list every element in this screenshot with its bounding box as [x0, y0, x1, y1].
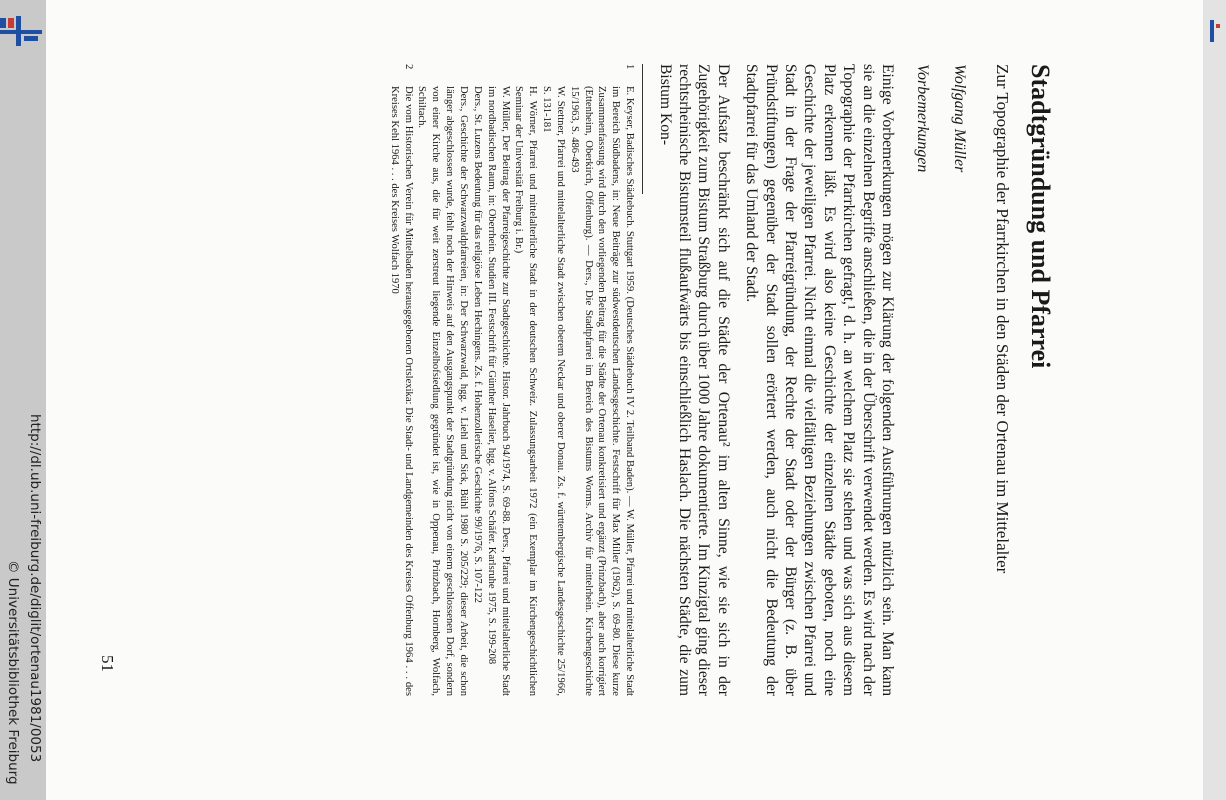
- body-paragraph: Der Aufsatz beschränkt sich auf die Städte der Ortenau² im alten Sinne, wie sie sich in der Zugehörigkeit zum Bistum Straßburg durch über 1000 Jahre dokumentierte. Im Kinzigtal ging dieser rechtsrheinische Bistumsteil flußaufwärts bis einschließlich Haslach. Die nächsten Städte, die zum Bistum Kon-: [656, 64, 732, 696]
- footnote-line: H. Wörner, Pfarrei und mittelalterliche Stadt in der deutschen Schweiz. Zulassungsarbeit 1972 (ein Exemplar im Kirchengeschichtlichen Seminar der Universität Freiburg i. Br.): [513, 86, 539, 696]
- article-subtitle: Zur Topographie der Pfarrkirchen in den Städen der Ortenau im Mittelalter: [993, 64, 1012, 574]
- document-url[interactable]: http://dl.ub.uni-freiburg.de/diglit/ortenau1981/0053: [27, 414, 43, 763]
- scanned-page: [46, 0, 1203, 800]
- author-name: Wolfgang Müller: [951, 64, 968, 173]
- page-number: 51: [98, 655, 117, 672]
- library-logo-small-icon: [1208, 14, 1222, 44]
- footnote-1: [415, 64, 637, 696]
- footnote-line: Ders., Geschichte der Schwarzwaldpfarreien, in: Der Schwarzwald, hgg. v. Liehl und Sick, Bühl 1980 S. 205/229; dieser Arbeit, die schon länger abgeschlossen wurde, fehlt noch der Hinweis auf den Ausgangspunkt der Stadtgründung nicht von einem geschlossenen Dorf, sondern von einer Kirche aus, die für weit zerstreut liegende Einzelhofsiedlung gegründet ist, wie in Oppenau, Prinzbach, Hornberg, Wolfach, Schiltach.: [416, 86, 469, 696]
- viewer-footer: [0, 0, 46, 800]
- section-heading: Vorbemerkungen: [914, 64, 931, 173]
- copyright-notice: © Universitätsbibliothek Freiburg: [5, 560, 21, 785]
- footnote-2: [387, 64, 415, 696]
- footnote-line: W. Müller, Der Beitrag der Pfarreigeschichte zur Stadtgeschichte. Histor. Jahrbuch 94/1974, S. 69-88. Ders., Pfarrei und mittelalterliche Stadt im nordbadischen Raum, in: Oberrhein. Studien III. Festschrift für Günther Haselier, hgg. v. Alfons Schäfer. Karlsruhe 1975, S. 199-208: [485, 86, 511, 696]
- footnote-line: W. Stettner, Pfarrei und mittelalterliche Stadt zwischen oberem Neckar und oberer Donau. Zs. f. württembergische Landesgeschichte 25/1966, S. 131-181: [541, 86, 566, 696]
- article-body: [387, 64, 1055, 696]
- footnote-number: 1: [624, 64, 636, 70]
- rotated-page-content: [46, 0, 1203, 780]
- footnote-line: E. Keyser, Badisches Städtebuch. Stuttgart 1959. (Deutsches Städtebuch IV 2. Teilband Baden). — W. Müller, Pfarrei und mittelalterliche Stadt im Bereich Südbadens, in: Neue Beiträge zur südwestdeutschen Landesgeschichte. Festschrift für Max Miller (1962), S. 69-80. Diese kurze Zusammenfassung wird durch den vorliegenden Beitrag für die Städte der Ortenau konkretisiert und ergänzt (Prinzbach), aber auch korrigiert (Ettenheim, Oberkirch, Offenburg). — Ders., Die Stadtpfarrei im Bereich des Bistums Worms. Archiv für mittelrhein. Kirchengeschichte 15/1963, S. 486-493: [568, 86, 636, 696]
- footnote-line: Ders., St. Luzens Bedeutung für das religiöse Leben Hechingens. Zs. f. Hohenzollerische Geschichte 99/1976, S. 107-122: [471, 86, 483, 603]
- body-paragraph: Einige Vorbemerkungen mögen zur Klärung der folgenden Ausführungen nützlich sein. Man kann sie an die einzelnen Begriffe anschließen, die in der Überschrift verwendet werden. Es wird nach der Topographie der Pfarrkirchen gefragt,¹ d. h. an welchem Platz sie stehen und was sich aus diesem Platz erkennen läßt. Es wird also keine Geschichte der einzelnen Städte geboten, noch eine Geschichte der jeweiligen Pfarrei. Nicht einmal die vielfältigen Beziehungen zwischen Pfarrei und Stadt in der Frage der Pfarreigründung, der Rechte der Stadt oder der Bürger (z. B. über Pründstiftungen) gegenüber der Stadt sollen erörtert werden, auch nicht die Bedeutung der Stadtpfarrei für das Umland der Stadt.: [743, 64, 896, 696]
- footnote-line: Die vom Historischen Verein für Mittelbaden herausgegebenen Ortslexika: Die Stadt- und Landgemeinden des Kreises Offenburg 1964 . . . des Kreises Kehl 1964 . . . des Kreises Wolfach 1970: [388, 86, 414, 696]
- footnote-divider: [642, 64, 643, 194]
- right-margin-strip: [1203, 0, 1226, 800]
- footnote-number: 2: [402, 64, 414, 70]
- article-title: Stadtgründung und Pfarrei: [1026, 64, 1055, 369]
